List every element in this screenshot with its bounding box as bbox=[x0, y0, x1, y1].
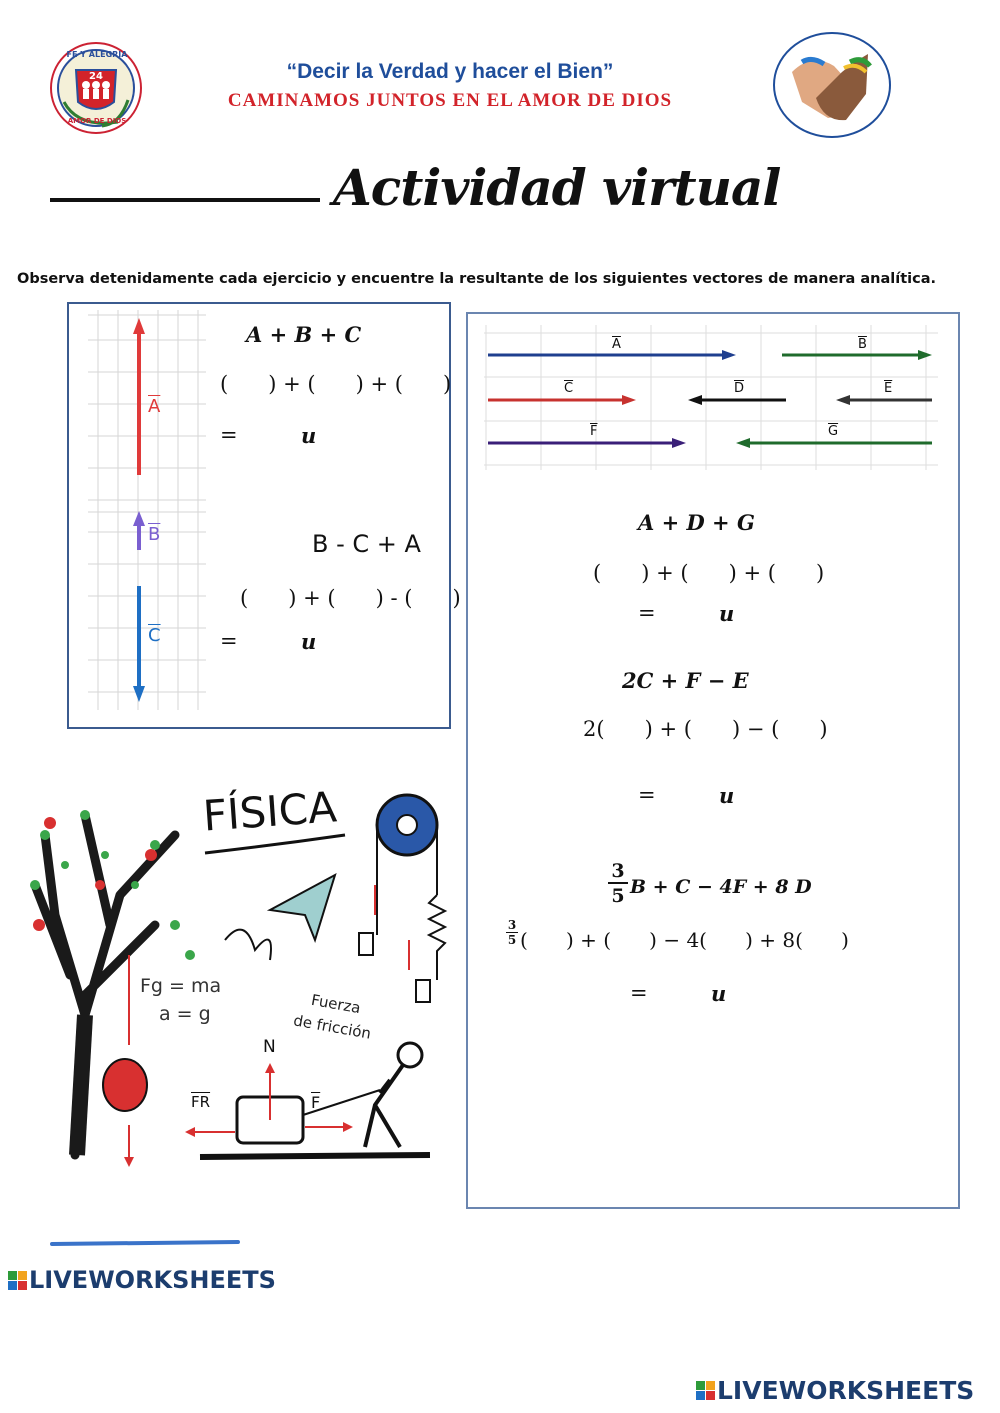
formula-a: a = g bbox=[159, 1003, 211, 1025]
liveworksheets-text-large: LIVEWORKSHEETS bbox=[717, 1376, 975, 1405]
vec2-label-g: $\overline{G}$ bbox=[828, 424, 839, 439]
badge-number: 24 bbox=[89, 71, 103, 82]
box1-ex2-expression: B - C + A bbox=[312, 530, 421, 558]
vector-grid-2 bbox=[484, 325, 938, 470]
box2-ex2-blanks[interactable]: 2( ) + ( ) − ( ) bbox=[583, 717, 828, 741]
box1-ex1-blanks[interactable]: ( ) + ( ) + ( ) bbox=[220, 372, 452, 396]
box2-ex1-blanks[interactable]: ( ) + ( ) + ( ) bbox=[593, 561, 825, 585]
box2-ex2-expression: 2C + F − E bbox=[622, 668, 749, 693]
vector-grid-1 bbox=[88, 310, 206, 710]
label-f: $\overline{F}$ bbox=[311, 1093, 321, 1112]
blank-fraction-numerator: 3 bbox=[507, 918, 517, 932]
vector-a-label: $\overline{A}$ bbox=[148, 396, 161, 417]
box2-ex3-blank-fraction bbox=[506, 918, 518, 947]
box1-ex2-blanks[interactable]: ( ) + ( ) - ( ) bbox=[240, 586, 461, 610]
box1-ex1-equals: = bbox=[220, 423, 238, 447]
physics-heading: FÍSICA bbox=[201, 782, 339, 841]
footer-rule bbox=[50, 1240, 240, 1246]
box2-ex2-unit: u bbox=[719, 783, 735, 808]
box2-ex3-equals: = bbox=[630, 981, 648, 1005]
liveworksheets-icon bbox=[696, 1381, 715, 1400]
vec2-label-e: $\overline{E}$ bbox=[884, 381, 893, 396]
liveworksheets-logo-large bbox=[696, 1376, 974, 1405]
box2-ex1-equals: = bbox=[638, 601, 656, 625]
box1-ex1-expression: A + B + C bbox=[246, 322, 362, 347]
formula-fg: Fg = ma bbox=[140, 975, 222, 997]
vector-c-label: $\overline{C}$ bbox=[148, 625, 161, 646]
label-normal: N bbox=[263, 1037, 276, 1057]
fraction-denominator: 5 bbox=[611, 885, 625, 907]
vec2-label-a: $\overline{A}$ bbox=[612, 337, 621, 352]
box2-ex3-expression: B + C − 4F + 8 D bbox=[630, 876, 812, 898]
box2-ex3-fraction bbox=[608, 860, 628, 908]
box1-ex1-unit: u bbox=[301, 423, 317, 448]
blank-fraction-denominator: 5 bbox=[507, 933, 517, 947]
school-subtitle: CAMINAMOS JUNTOS EN EL AMOR DE DIOS bbox=[227, 90, 673, 111]
vec2-label-c: $\overline{C}$ bbox=[564, 381, 574, 396]
title-rule bbox=[50, 198, 320, 202]
box2-ex1-expression: A + D + G bbox=[638, 510, 755, 535]
liveworksheets-icon bbox=[8, 1271, 27, 1290]
vector-b-label: $\overline{B}$ bbox=[148, 524, 161, 545]
box2-ex2-equals: = bbox=[638, 783, 656, 807]
physics-illustration bbox=[15, 775, 455, 1185]
box1-ex2-unit: u bbox=[301, 629, 317, 654]
vec2-label-d: $\overline{D}$ bbox=[734, 381, 745, 396]
vec2-label-f: $\overline{F}$ bbox=[590, 424, 598, 439]
box2-ex3-blanks[interactable]: ( ) + ( ) − 4( ) + 8( ) bbox=[520, 928, 849, 952]
label-friction-2: de fricción bbox=[292, 1011, 373, 1043]
vec2-label-b: $\overline{B}$ bbox=[858, 337, 867, 352]
fraction-numerator: 3 bbox=[608, 860, 628, 884]
page-title: Actividad virtual bbox=[333, 158, 781, 217]
box2-ex1-unit: u bbox=[719, 601, 735, 626]
box1-ex2-equals: = bbox=[220, 629, 238, 653]
badge-top-text: FE Y ALEGRIA bbox=[66, 50, 128, 59]
school-logo bbox=[48, 40, 144, 136]
liveworksheets-logo-small bbox=[8, 1266, 276, 1294]
school-motto: “Decir la Verdad y hacer el Bien” bbox=[286, 60, 614, 83]
box2-ex3-unit: u bbox=[711, 981, 727, 1006]
label-fr: $\overline{FR}$ bbox=[191, 1093, 211, 1111]
hands-logo bbox=[772, 32, 892, 138]
liveworksheets-text-small: LIVEWORKSHEETS bbox=[29, 1266, 276, 1294]
badge-bottom-text: AMOR DE DIOS bbox=[67, 117, 127, 125]
label-friction-1: Fuerza bbox=[309, 990, 362, 1018]
instructions: Observa detenidamente cada ejercicio y encuentre la resultante de los siguientes vectores de manera analítica. bbox=[17, 271, 937, 287]
